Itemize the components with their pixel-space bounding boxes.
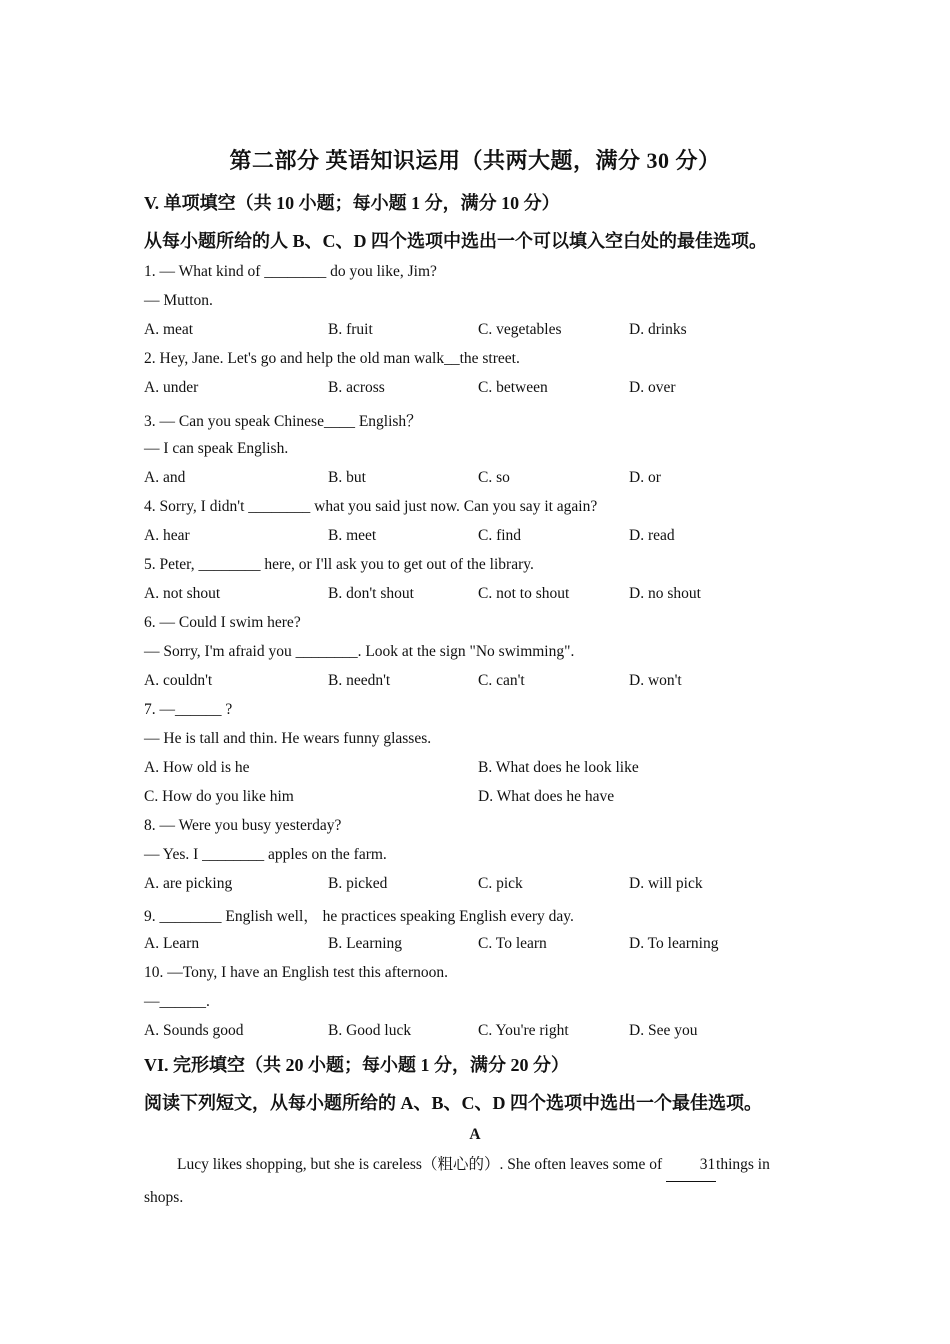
option-d: D. read	[629, 527, 675, 544]
question-text: — Yes. I ________ apples on the farm.	[144, 846, 387, 863]
option-c: C. find	[478, 527, 522, 544]
option-a: A. and	[144, 469, 186, 486]
option-d: D. won't	[629, 672, 682, 689]
question-text: 1. — What kind of ________ do you like, Jim?	[144, 263, 437, 280]
option-c: C. so	[478, 469, 510, 486]
question-text: — Mutton.	[144, 292, 213, 309]
option-a: A. meat	[144, 321, 194, 338]
option-b: B. Good luck	[328, 1022, 412, 1039]
passage-text: things in shops.	[144, 1156, 770, 1206]
option-c: C. To learn	[478, 935, 547, 952]
option-b: B. across	[328, 379, 385, 396]
option-a: A. Sounds good	[144, 1022, 244, 1039]
option-d: D. drinks	[629, 321, 687, 338]
option-c: C. How do you like him	[144, 788, 294, 805]
option-d: D. See you	[629, 1022, 698, 1039]
section-5-heading: V. 单项填空（共 10 小题；每小题 1 分，满分 10 分）	[144, 193, 560, 213]
option-d: D. will pick	[629, 875, 703, 892]
option-a: A. not shout	[144, 585, 221, 602]
question-text: 3. — Can you speak Chinese____ English？	[144, 413, 422, 430]
section-5-instruction: 从每小题所给的人 B、C、D 四个选项中选出一个可以填入空白处的最佳选项。	[144, 231, 768, 251]
question-text: 6. — Could I swim here?	[144, 614, 301, 631]
option-a: A. under	[144, 379, 199, 396]
question-text: 4. Sorry, I didn't ________ what you said just now. Can you say it again?	[144, 498, 598, 515]
option-c: C. between	[478, 379, 548, 396]
option-b: B. picked	[328, 875, 388, 892]
question-text: —______.	[144, 993, 210, 1010]
option-b: B. but	[328, 469, 366, 486]
option-a: A. How old is he	[144, 759, 250, 776]
option-c: C. You're right	[478, 1022, 569, 1039]
option-a: A. Learn	[144, 935, 200, 952]
question-text: 9. ________ English well， he practices speaking English every day.	[144, 908, 574, 925]
question-text: — I can speak English.	[144, 440, 289, 457]
section-6-heading: VI. 完形填空（共 20 小题；每小题 1 分，满分 20 分）	[144, 1055, 570, 1075]
question-text: 8. — Were you busy yesterday?	[144, 817, 342, 834]
option-c: C. not to shout	[478, 585, 570, 602]
question-text: 10. —Tony, I have an English test this afternoon.	[144, 964, 448, 981]
option-d: D. over	[629, 379, 676, 396]
passage-text: Lucy likes shopping, but she is careless（粗心的）. She often leaves some of	[177, 1156, 667, 1173]
question-text: 5. Peter, ________ here, or I'll ask you to get out of the library.	[144, 556, 534, 573]
option-a: A. couldn't	[144, 672, 213, 689]
part-title: 第二部分 英语知识运用（共两大题，满分 30 分）	[229, 148, 721, 173]
option-c: C. pick	[478, 875, 523, 892]
option-b: B. needn't	[328, 672, 391, 689]
question-text: — Sorry, I'm afraid you ________. Look at the sign "No swimming".	[144, 643, 575, 660]
question-text: 7. —______ ?	[144, 701, 233, 718]
passage-label: A	[469, 1126, 481, 1143]
option-b: B. meet	[328, 527, 377, 544]
option-b: B. Learning	[328, 935, 403, 952]
option-b: B. don't shout	[328, 585, 414, 602]
passage-paragraph	[144, 1149, 809, 1214]
option-d: D. no shout	[629, 585, 701, 602]
question-text: — He is tall and thin. He wears funny glasses.	[144, 730, 432, 747]
section-6-instruction: 阅读下列短文，从每小题所给的 A、B、C、D 四个选项中选出一个最佳选项。	[144, 1093, 762, 1113]
blank-31: 31	[666, 1149, 716, 1182]
question-text: 2. Hey, Jane. Let's go and help the old man walk__the street.	[144, 350, 520, 367]
option-a: A. are picking	[144, 875, 233, 892]
option-b: B. What does he look like	[478, 759, 639, 776]
option-a: A. hear	[144, 527, 190, 544]
option-d: D. To learning	[629, 935, 719, 952]
option-d: D. What does he have	[478, 788, 615, 805]
option-c: C. vegetables	[478, 321, 562, 338]
option-c: C. can't	[478, 672, 525, 689]
option-b: B. fruit	[328, 321, 373, 338]
option-d: D. or	[629, 469, 661, 486]
